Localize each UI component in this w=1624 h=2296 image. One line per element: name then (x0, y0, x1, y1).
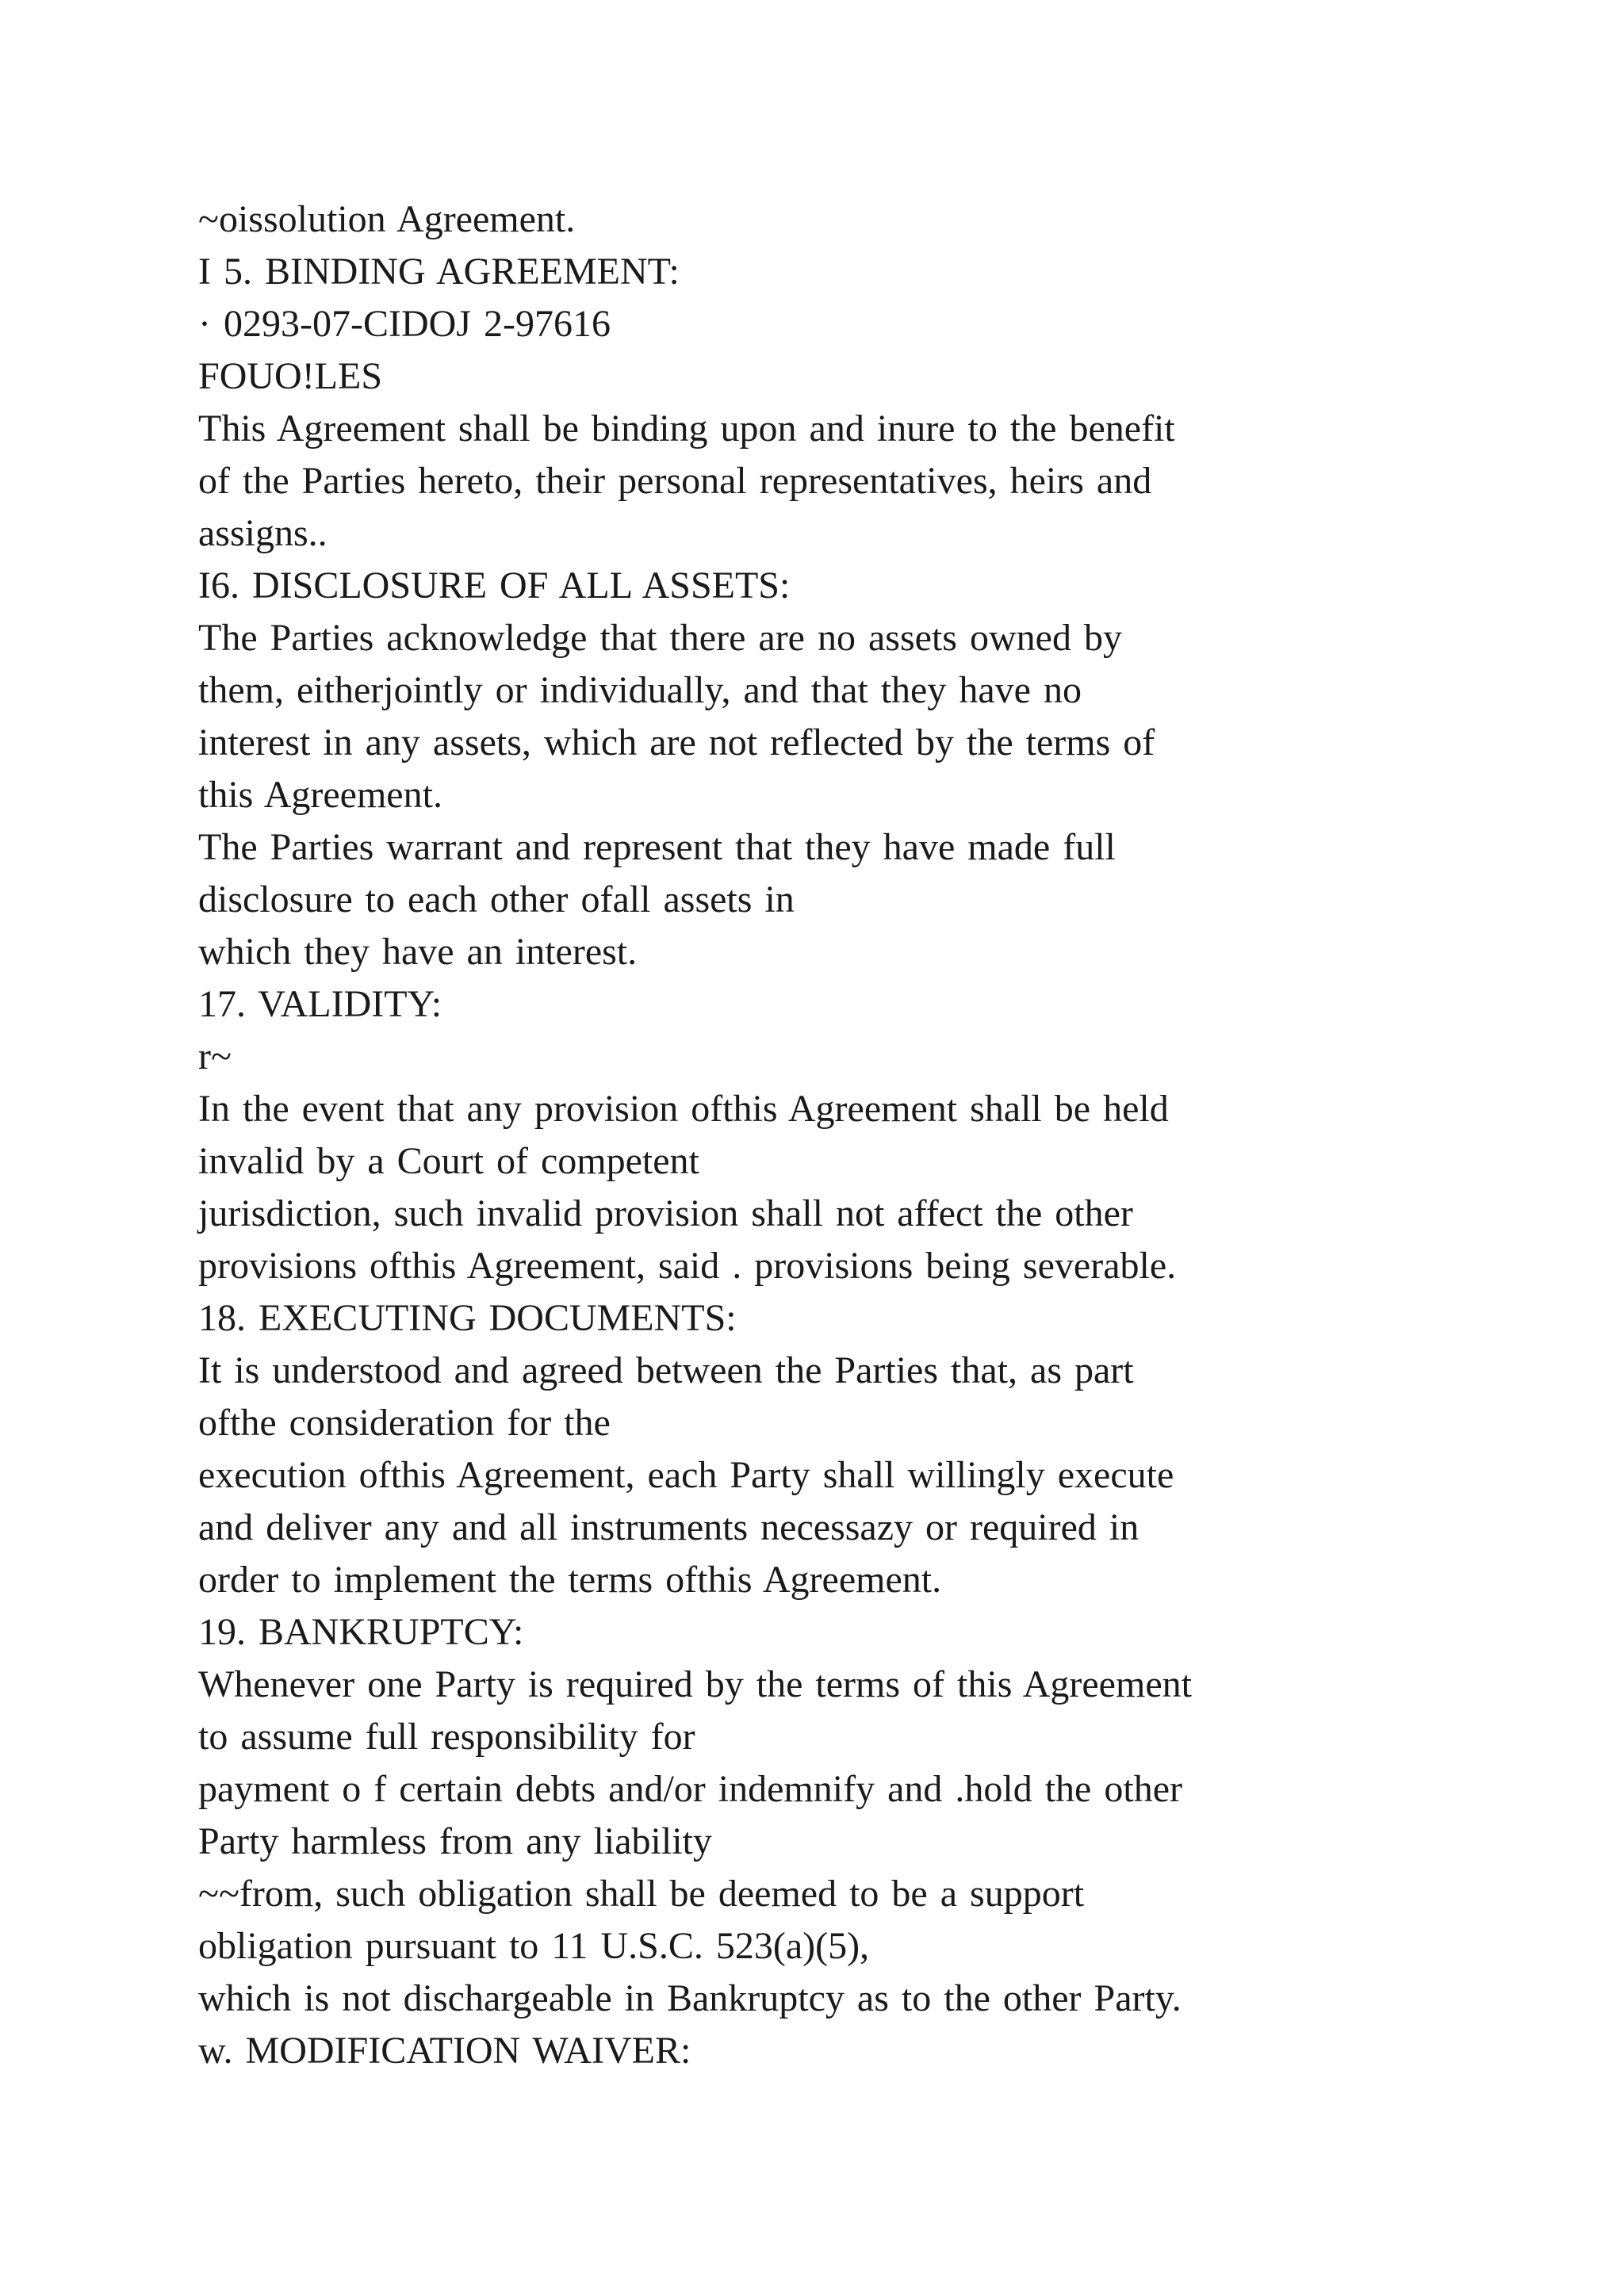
document-marking: FOUO!LES (198, 355, 383, 397)
text-line: jurisdiction, such invalid provision shall not affect the other (198, 1192, 1133, 1234)
text-line: ofthe consideration for the (198, 1402, 611, 1444)
section-heading: 18. EXECUTING DOCUMENTS: (198, 1297, 737, 1339)
text-line: them, eitherjointly or individually, and that they have no (198, 669, 1082, 711)
text-line: In the event that any provision ofthis Agreement shall be held (198, 1088, 1169, 1130)
text-line: and deliver any and all instruments necessazy or required in (198, 1506, 1139, 1548)
section-heading: I6. DISCLOSURE OF ALL ASSETS: (198, 564, 791, 607)
section-heading: 17. VALIDITY: (198, 983, 442, 1025)
text-line: which is not dischargeable in Bankruptcy as to the other Party. (198, 1977, 1182, 2019)
text-line: Whenever one Party is required by the terms of this Agreement (198, 1663, 1192, 1705)
section-heading: I 5. BINDING AGREEMENT: (198, 251, 680, 293)
section-heading: 19. BANKRUPTCY: (198, 1611, 524, 1653)
text-line: which they have an interest. (198, 931, 638, 973)
text-line: execution ofthis Agreement, each Party shall willingly execute (198, 1454, 1174, 1496)
text-line: The Parties warrant and represent that they have made full (198, 826, 1116, 868)
text-line: to assume full responsibility for (198, 1716, 695, 1758)
text-line: Party harmless from any liability (198, 1820, 712, 1862)
text-line: r~ (198, 1035, 232, 1077)
document-body (198, 193, 1435, 2077)
text-line: invalid by a Court of competent (198, 1140, 699, 1182)
text-line: The Parties acknowledge that there are no assets owned by (198, 617, 1122, 659)
text-line: It is understood and agreed between the Parties that, as part (198, 1349, 1134, 1391)
section-heading: w. MODIFICATION WAIVER: (198, 2030, 691, 2072)
text-line: ~~from, such obligation shall be deemed to be a support (198, 1873, 1085, 1915)
document-reference-number: · 0293-07-CIDOJ 2-97616 (198, 303, 611, 345)
text-line: obligation pursuant to 11 U.S.C. 523(a)(5), (198, 1925, 870, 1967)
text-line: This Agreement shall be binding upon and inure to the benefit (198, 408, 1175, 450)
text-line: of the Parties hereto, their personal representatives, heirs and (198, 460, 1152, 502)
text-line: this Agreement. (198, 774, 442, 816)
text-line: disclosure to each other ofall assets in (198, 878, 795, 920)
text-line: provisions ofthis Agreement, said . provisions being severable. (198, 1245, 1177, 1287)
text-line: ~oissolution Agreement. (198, 198, 576, 240)
text-line: interest in any assets, which are not reflected by the terms of (198, 721, 1155, 763)
text-line: assigns.. (198, 512, 327, 554)
text-line: order to implement the terms ofthis Agreement. (198, 1559, 942, 1601)
text-line: payment o f certain debts and/or indemnify and .hold the other (198, 1768, 1182, 1810)
